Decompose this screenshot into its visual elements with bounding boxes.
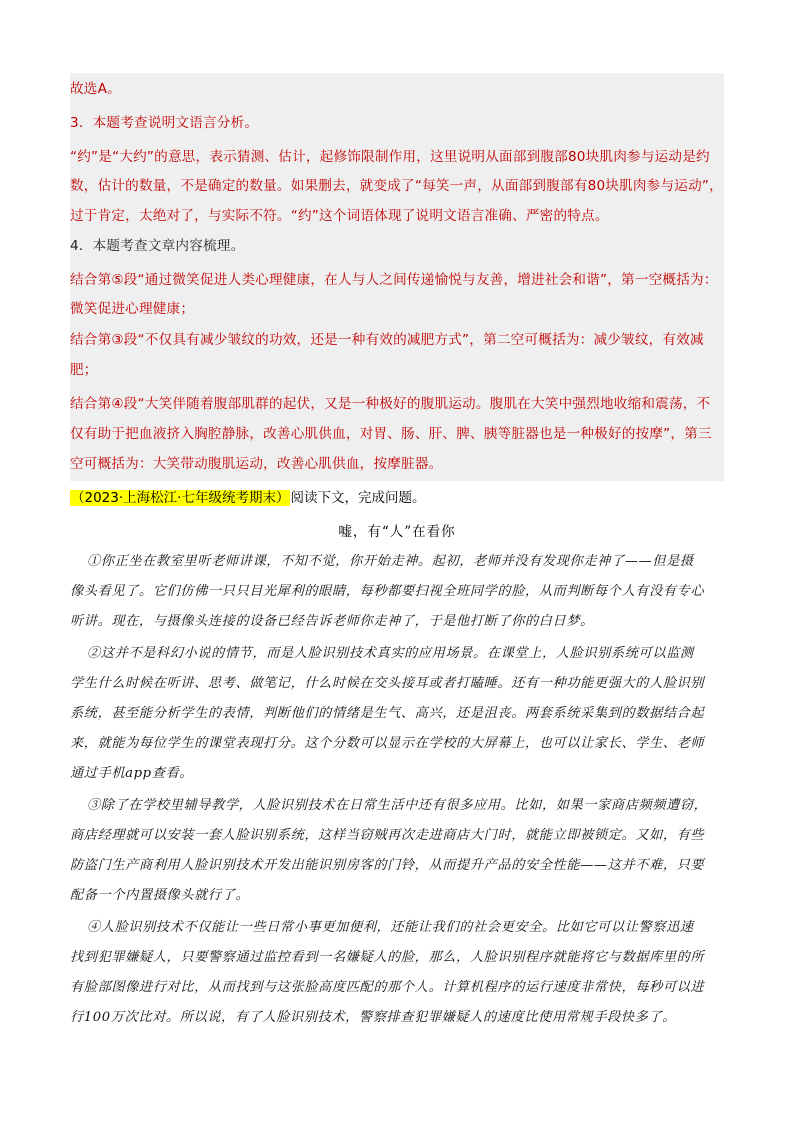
passage-line: 学生什么时候在听讲、思考、做笔记，什么时候在交头接耳或者打瞌睡。还有一种功能更强大的人脸识别: [70, 676, 705, 691]
passage-line: 行100万次比对。所以说，有了人脸识别技术，警察排查犯罪嫌疑人的速度比使用常规手段快多了。: [70, 1010, 677, 1025]
passage-line: 配备一个内置摄像头就行了。: [70, 888, 250, 903]
passage-line: 听讲。现在，与摄像头连接的设备已经告诉老师你走神了，于是他打断了你的白日梦。: [70, 614, 594, 629]
passage-line: 商店经理就可以安装一套人脸识别系统，这样当窃贼再次走进商店大门时，就能立即被锁定。又如，有些: [70, 828, 705, 843]
answer-line: 结合第③段“不仅具有减少皱纹的功效，还是一种有效的减肥方式”，第二空可概括为：减少皱纹，有效减: [70, 332, 704, 348]
answer-line: 过于肯定，太绝对了，与实际不符。“约”这个词语体现了说明文语言准确、严密的特点。: [70, 208, 609, 224]
passage-line: 像头看见了。它们仿佛一只只目光犀利的眼睛，每秒都要扫视全班同学的脸，从而判断每个人有没有专心: [70, 584, 705, 599]
passage-line: 来，就能为每位学生的课堂表现打分。这个分数可以显示在学校的大屏幕上，也可以让家长、学生、老师: [70, 736, 705, 751]
answer-line: 结合第④段“大笑伴随着腹部肌群的起伏，又是一种极好的腹肌运动。腹肌在大笑中强烈地收缩和震荡，不: [70, 396, 711, 412]
answer-line: “约”是“大约”的意思，表示猜测、估计，起修饰限制作用，这里说明从面部到腹部80块肌肉参与运动是约: [70, 149, 710, 165]
answer-line: 故选A。: [70, 81, 121, 97]
answer-line: 3．本题考查说明文语言分析。: [70, 115, 259, 131]
passage-line: ②这并不是科幻小说的情节，而是人脸识别技术真实的应用场景。在课堂上，人脸识别系统可以监测: [87, 646, 694, 661]
passage-line: ①你正坐在教室里听老师讲课，不知不觉，你开始走神。起初，老师并没有发现你走神了——但是摄: [87, 554, 694, 569]
answer-line: 仅有助于把血液挤入胸腔静脉，改善心肌供血，对胃、肠、肝、脾、胰等脏器也是一种极好的按摩”，第三: [70, 426, 712, 442]
passage-line: ④人脸识别技术不仅能让一些日常小事更加便利，还能让我们的社会更安全。比如它可以让警察迅速: [87, 920, 694, 935]
instruction-text: 阅读下文，完成问题。: [290, 490, 426, 506]
passage-line: 通过手机app查看。: [70, 766, 194, 781]
answer-line: 数，估计的数量，不是确定的数量。如果删去，就变成了“每笑一声，从面部到腹部有80块肌肉参与运动”，: [70, 178, 723, 194]
answer-line: 肥；: [70, 362, 98, 378]
question-source-line: [70, 488, 425, 508]
answer-line: 结合第⑤段“通过微笑促进人类心理健康，在人与人之间传递愉悦与友善，增进社会和谐”，第一空概括为：: [70, 272, 718, 288]
answer-line: 4．本题考查文章内容梳理。: [70, 238, 245, 254]
source-tag-highlight: （2023·上海松江·七年级统考期末）: [71, 490, 290, 506]
passage-line: 防盗门生产商利用人脸识别技术开发出能识别房客的门铃，从而提升产品的安全性能——这并不难，只要: [70, 858, 705, 873]
answer-analysis-box: [70, 73, 724, 481]
passage-title: 嘘，有“人”在看你: [338, 524, 456, 540]
passage-line: 找到犯罪嫌疑人，只要警察通过监控看到一名嫌疑人的脸，那么，人脸识别程序就能将它与数据库里的所: [70, 950, 705, 965]
answer-line: 微笑促进心理健康；: [70, 301, 195, 317]
passage-line: 系统，甚至能分析学生的表情，判断他们的情绪是生气、高兴，还是沮丧。两套系统采集到的数据结合起: [70, 706, 705, 721]
answer-line: 空可概括为：大笑带动腹肌运动，改善心肌供血，按摩脏器。: [70, 456, 443, 472]
passage-line: ③除了在学校里辅导教学，人脸识别技术在日常生活中还有很多应用。比如，如果一家商店频频遭窃，: [87, 798, 708, 813]
passage-line: 有脸部图像进行对比，从而找到与这张脸高度匹配的那个人。计算机程序的运行速度非常快，每秒可以进: [70, 980, 705, 995]
